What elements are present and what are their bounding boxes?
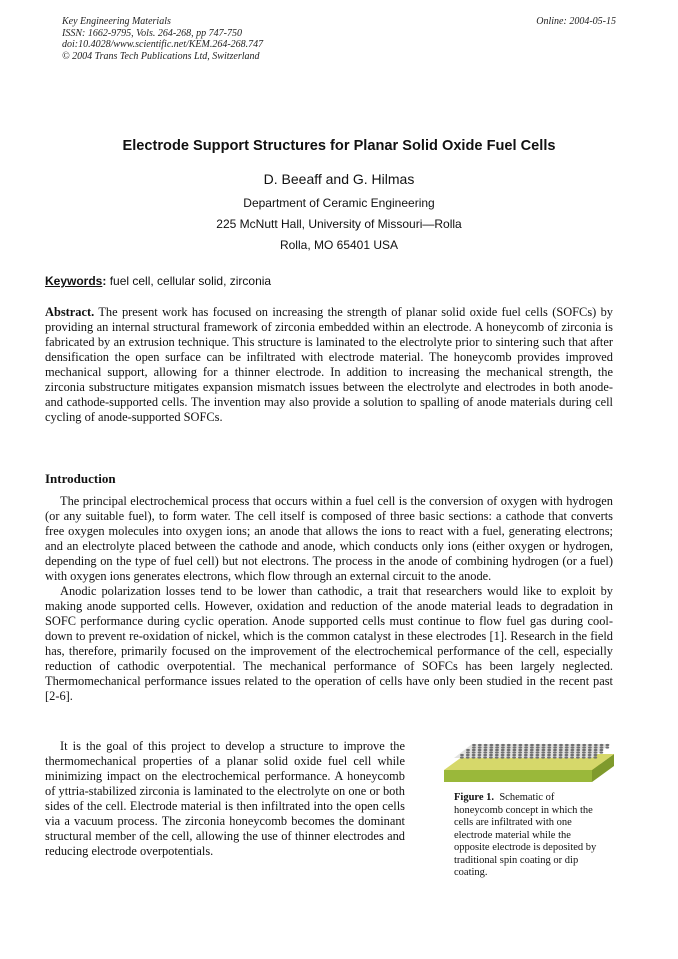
honeycomb-cell [553, 749, 557, 751]
honeycomb-cell [507, 749, 511, 751]
honeycomb-cell [530, 751, 534, 753]
honeycomb-cell [530, 746, 534, 748]
honeycomb-cell [559, 754, 563, 756]
honeycomb-cell [518, 756, 522, 758]
honeycomb-cell [524, 751, 528, 753]
affiliation-dept: Department of Ceramic Engineering [243, 196, 435, 210]
honeycomb-cell [594, 746, 598, 748]
honeycomb-cell [564, 756, 568, 758]
honeycomb-cell [490, 744, 494, 746]
honeycomb-cell [559, 749, 563, 751]
honeycomb-cell [460, 754, 464, 756]
honeycomb-cell [483, 756, 487, 758]
intro-paragraph-3: It is the goal of this project to develop a structure to improve the thermomechanical properties of a planar solid oxide fuel cell while minimizing impact on the electrochemical performance. A honeycomb of yttria-stabilized zirconia is laminated to the electrolyte on one or both sides of the cell. Electrode material is then infiltrated into the open cells via a vacuum process. The zirconia honeycomb becomes the dominant structural member of the cell, allowing the use of thinner electrodes and reducing electrode overpotentials. [45, 739, 405, 858]
honeycomb-cell [513, 749, 517, 751]
honeycomb-cell [553, 756, 557, 758]
honeycomb-cell [565, 751, 569, 753]
honeycomb-cell [588, 749, 592, 751]
honeycomb-figure [444, 738, 614, 792]
honeycomb-cell [501, 746, 505, 748]
honeycomb-cell [588, 754, 592, 756]
honeycomb-cell [588, 751, 592, 753]
honeycomb-cell [548, 744, 552, 746]
honeycomb-cell [536, 751, 540, 753]
honeycomb-cell [553, 754, 557, 756]
honeycomb-cell [466, 749, 470, 751]
honeycomb-cell [547, 751, 551, 753]
honeycomb-cell [582, 756, 586, 758]
honeycomb-cell [594, 751, 598, 753]
honeycomb-cell [570, 754, 574, 756]
paper-title: Electrode Support Structures for Planar Solid Oxide Fuel Cells [122, 138, 556, 154]
keywords-label: Keywords [45, 274, 103, 288]
honeycomb-cell [501, 744, 505, 746]
figure-side-front [444, 770, 592, 782]
honeycomb-cell [570, 756, 574, 758]
honeycomb-cell [541, 756, 545, 758]
honeycomb-cell [478, 746, 482, 748]
honeycomb-cell [466, 754, 470, 756]
honeycomb-cell [501, 749, 505, 751]
honeycomb-cell [472, 744, 476, 746]
honeycomb-cell [571, 749, 575, 751]
honeycomb-cell [512, 754, 516, 756]
affiliation-city: Rolla, MO 65401 USA [279, 238, 399, 252]
honeycomb-cell [535, 756, 539, 758]
honeycomb-cell [565, 754, 569, 756]
honeycomb-cell [565, 746, 569, 748]
online-date: Online: 2004-05-15 [536, 16, 616, 27]
figure-caption-text: Schematic of honeycomb concept in which the cells are infiltrated with one electrode material while the opposite electrode is deposited by traditional spin coating or dip coating. [454, 792, 597, 878]
honeycomb-cell [513, 746, 517, 748]
honeycomb-cell [542, 746, 546, 748]
honeycomb-cell [507, 744, 511, 746]
honeycomb-cell [518, 754, 522, 756]
honeycomb-cell [495, 756, 499, 758]
honeycomb-cell [536, 746, 540, 748]
honeycomb-cell [495, 754, 499, 756]
honeycomb-cell [536, 744, 540, 746]
honeycomb-cell [541, 751, 545, 753]
honeycomb-cell [547, 749, 551, 751]
honeycomb-cell [553, 746, 557, 748]
honeycomb-cell [518, 749, 522, 751]
honeycomb-cell [536, 754, 540, 756]
intro-paragraph-1: The principal electrochemical process that occurs within a fuel cell is the conversion of oxygen with hydrogen (or any suitable fuel), to form water. The cell itself is composed of three basic sections: a cathode that converts free oxygen molecules into oxygen ions; an anode that allows the ions to react with a fuel, generating electrons; and an electrolyte placed between the cathode and anode, which conducts only ions (either oxygen or hydrogen, depending on the type of fuel cell) but not electrons. The process in the anode of combining hydrogen (or a fuel) with oxygen ions generates electrons, which flow through an external circuit to the anode. [45, 494, 613, 583]
honeycomb-cell [605, 746, 609, 748]
copyright-line: © 2004 Trans Tech Publications Ltd, Switzerland [62, 50, 260, 62]
journal-name: Key Engineering Materials [62, 16, 171, 27]
honeycomb-cell [495, 749, 499, 751]
honeycomb-cell [524, 756, 528, 758]
honeycomb-cell [599, 751, 603, 753]
honeycomb-cell [571, 746, 575, 748]
journal-header [62, 16, 263, 62]
honeycomb-cell [600, 744, 604, 746]
honeycomb-cell [565, 749, 569, 751]
doi-line: doi:10.4028/www.scientific.net/KEM.264-268.747 [62, 39, 264, 50]
honeycomb-cell [576, 756, 580, 758]
abstract-label: Abstract. [45, 305, 95, 319]
intro-paragraph-2: Anodic polarization losses tend to be lower than cathodic, a trait that researchers would like to exploit by making anode supported cells. However, oxidation and reduction of the anode material leads to degradation in SOFC performance during cyclic operation. Anode supported cells must continue to flow fuel gas during cool-down to prevent re-oxidation of nickel, which is the common catalyst in these electrodes [1]. Research in the field has, therefore, primarily focused on the improvement of the electrochemical performance of the cell, especially reduction of cathodic overpotential. The mechanical performance of SOFCs has been largely neglected. Thermomechanical performance issues related to the operation of cells have only been studied in the recent past [2-6]. [45, 584, 613, 703]
introduction-body [45, 494, 613, 704]
honeycomb-cell [588, 746, 592, 748]
honeycomb-cell [512, 751, 516, 753]
honeycomb-cell [472, 749, 476, 751]
honeycomb-cell [460, 756, 464, 758]
honeycomb-cell [524, 749, 528, 751]
honeycomb-cell [466, 756, 470, 758]
honeycomb-cell [489, 751, 493, 753]
honeycomb-cell [489, 749, 493, 751]
honeycomb-cell [571, 744, 575, 746]
section-heading-introduction: Introduction [45, 471, 116, 486]
honeycomb-cell [478, 749, 482, 751]
honeycomb-cell [478, 744, 482, 746]
keywords-text: fuel cell, cellular solid, zirconia [109, 274, 272, 288]
honeycomb-cell [530, 754, 534, 756]
honeycomb-cell [484, 744, 488, 746]
honeycomb-cell [577, 744, 581, 746]
honeycomb-cell [570, 751, 574, 753]
honeycomb-cell [484, 749, 488, 751]
honeycomb-cell [576, 749, 580, 751]
honeycomb-cell [553, 751, 557, 753]
honeycomb-cell [518, 751, 522, 753]
honeycomb-cell [472, 751, 476, 753]
honeycomb-cell [524, 746, 528, 748]
honeycomb-cell [507, 746, 511, 748]
affiliation-address: 225 McNutt Hall, University of Missouri—Rolla [216, 217, 462, 231]
honeycomb-cell [582, 751, 586, 753]
honeycomb-cell [495, 751, 499, 753]
honeycomb-cell [478, 751, 482, 753]
honeycomb-cell [536, 749, 540, 751]
honeycomb-cell [489, 746, 493, 748]
honeycomb-cell [542, 749, 546, 751]
honeycomb-cell [541, 754, 545, 756]
honeycomb-cell [483, 751, 487, 753]
honeycomb-cell [472, 756, 476, 758]
honeycomb-cell [495, 746, 499, 748]
figure-caption [454, 792, 604, 880]
honeycomb-cell [565, 744, 569, 746]
honeycomb-cell [559, 744, 563, 746]
honeycomb-cell [477, 756, 481, 758]
honeycomb-cell [576, 754, 580, 756]
honeycomb-cell [606, 744, 610, 746]
honeycomb-cell [542, 744, 546, 746]
honeycomb-cell [484, 746, 488, 748]
keywords: Keywords: fuel cell, cellular solid, zirconia [45, 274, 272, 288]
honeycomb-cell [530, 749, 534, 751]
honeycomb-cell [506, 756, 510, 758]
honeycomb-cell [582, 744, 586, 746]
honeycomb-cell [576, 746, 580, 748]
honeycomb-cell [530, 756, 534, 758]
honeycomb-cell [594, 749, 598, 751]
honeycomb-cell [507, 751, 511, 753]
honeycomb-cell [559, 756, 563, 758]
honeycomb-cell [594, 744, 598, 746]
abstract-text: The present work has focused on increasing the strength of planar solid oxide fuel cells (SOFCs) by providing an internal structural framework of zirconia embedded within an electrode. A honeycomb of zirconia is fabricated by an extrusion technique. This structure is laminated to the electrolyte prior to sintering such that after densification the open surface can be infiltrated with electrode material. The honeycomb provides improved mechanical support, allowing for a thinner electrode. In addition to increasing the mechanical strength, the zirconia substructure mitigates expansion mismatch issues between the electrolyte and electrodes in both anode- and cathode-supported cells. The invention may also provide a solution to spalling of anode materials during cell cycling of anode-supported SOFCs. [45, 305, 614, 424]
authors: D. Beeaff and G. Hilmas [263, 171, 415, 187]
honeycomb-cell [588, 744, 592, 746]
honeycomb-cell [524, 744, 528, 746]
honeycomb-cell [559, 751, 563, 753]
honeycomb-cell [524, 754, 528, 756]
honeycomb-cell [501, 756, 505, 758]
honeycomb-cell [547, 746, 551, 748]
honeycomb-cell [489, 754, 493, 756]
honeycomb-cell [518, 746, 522, 748]
honeycomb-cell [495, 744, 499, 746]
abstract [45, 305, 613, 425]
honeycomb-cell [512, 756, 516, 758]
honeycomb-cell [472, 754, 476, 756]
honeycomb-cell [576, 751, 580, 753]
honeycomb-cell [547, 756, 551, 758]
honeycomb-cell [501, 751, 505, 753]
honeycomb-cell [472, 746, 476, 748]
honeycomb-cell [547, 754, 551, 756]
honeycomb-cell [513, 744, 517, 746]
honeycomb-cell [501, 754, 505, 756]
honeycomb-cell [466, 751, 470, 753]
honeycomb-cell [489, 756, 493, 758]
honeycomb-cell [600, 746, 604, 748]
honeycomb-cell [478, 754, 482, 756]
honeycomb-cell [582, 754, 586, 756]
honeycomb-cell [519, 744, 523, 746]
honeycomb-cell [582, 746, 586, 748]
honeycomb-cell [530, 744, 534, 746]
figure-label: Figure 1. [454, 792, 495, 803]
honeycomb-cell [594, 754, 598, 756]
honeycomb-cell [582, 749, 586, 751]
honeycomb-cell [600, 749, 604, 751]
honeycomb-cell [593, 756, 597, 758]
issn-line: ISSN: 1662-9795, Vols. 264-268, pp 747-750 [62, 27, 242, 39]
honeycomb-cell [559, 746, 563, 748]
honeycomb-cell [588, 756, 592, 758]
honeycomb-cell [553, 744, 557, 746]
honeycomb-cell [507, 754, 511, 756]
honeycomb-cell [483, 754, 487, 756]
